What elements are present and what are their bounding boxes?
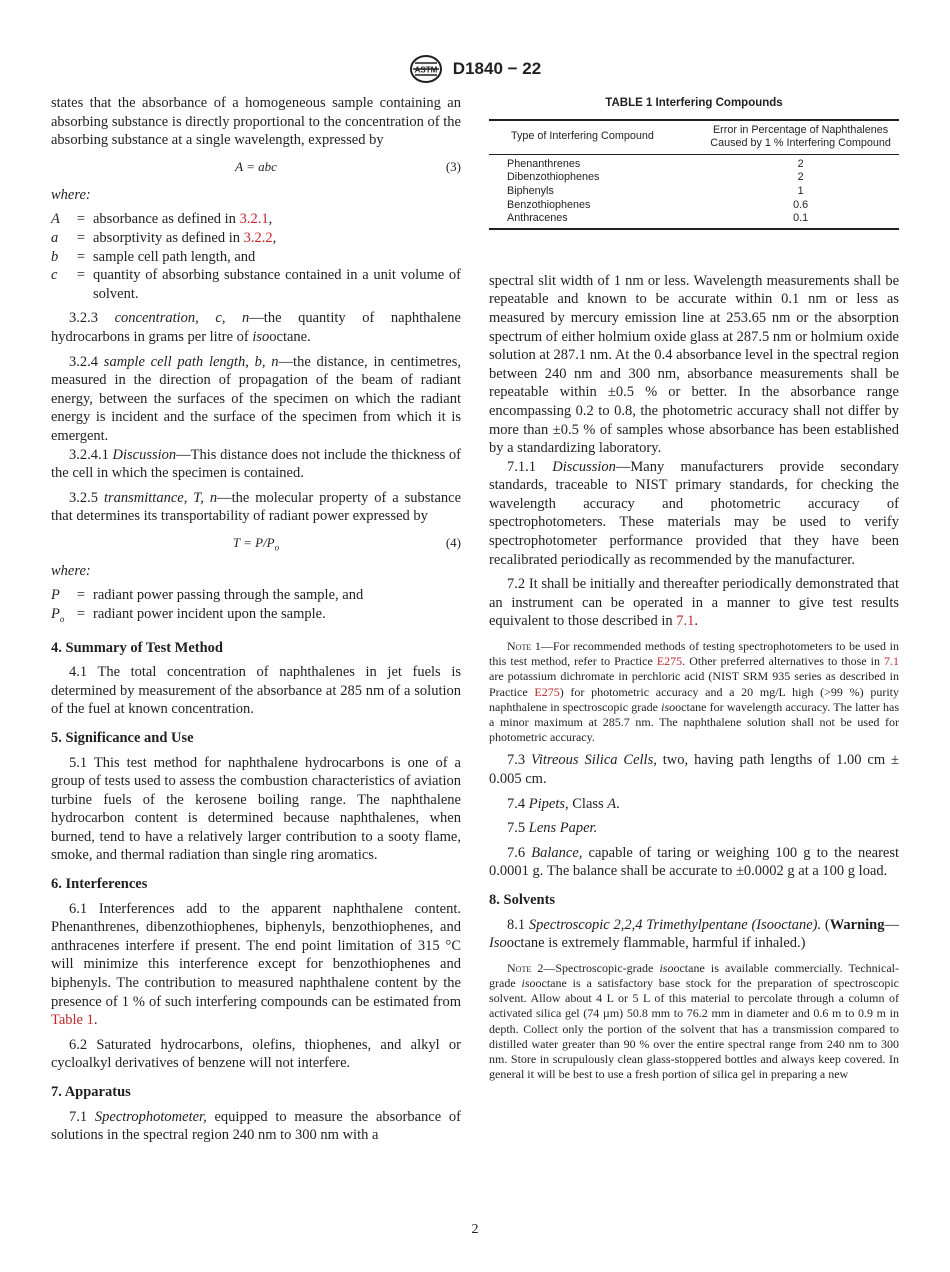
paragraph-3-2-4: [51, 353, 461, 446]
equation-4-expression: [51, 534, 461, 557]
right-column: [489, 94, 899, 1082]
section-heading-8: 8. Solvents: [489, 892, 556, 909]
definition-row: [51, 266, 461, 303]
section-number: 3.2.3: [69, 310, 98, 327]
definition-symbol: A: [51, 211, 60, 228]
logo-text: ASTM: [414, 65, 438, 75]
paragraph-6-1: [51, 900, 461, 1030]
section-number: 7.1: [69, 1108, 88, 1125]
paragraph-6-2: 6.2 Saturated hydrocarbons, olefins, thiophenes, and alkyl or cycloalkyl derivatives of benzene will not interfere.: [51, 1036, 461, 1072]
definition-symbol: [51, 586, 69, 605]
definition-symbol-subscript: o: [59, 613, 65, 624]
paragraph-7-1-1: [489, 458, 899, 570]
paragraph-punct: —: [884, 916, 899, 933]
defined-term: Vitreous Silica Cells,: [531, 752, 657, 769]
left-column: [51, 94, 461, 1145]
section-heading-6: 6. Interferences: [51, 876, 148, 893]
definition-symbol: [51, 605, 69, 628]
defined-term: Lens Paper.: [528, 820, 598, 837]
paragraph-text: —Many manufacturers provide secondary standards, traceable to NIST primary standards, for checking the wavelength accuracy and photometric accuracy of spectrophotometers. These materials may be used to verify spectrophotometer performance provided that they have been recalibrated periodically as recommended by the manufacturer.: [489, 458, 899, 568]
link-e275[interactable]: E275: [534, 684, 560, 699]
section-number: 7.6: [507, 844, 526, 861]
paragraph-text: —the quantity of naphthalene hydrocarbons in grams per litre of: [51, 310, 461, 345]
defined-term: Pipets,: [528, 795, 569, 812]
table-header-row: [489, 120, 899, 155]
definition-equals: =: [76, 211, 86, 228]
paragraph-punct: .: [93, 1012, 98, 1029]
paragraph-text: equipped to measure the absorbance of solutions in the spectral region 240 nm to 300 nm with a: [51, 1108, 462, 1144]
section-number: 8.1: [507, 916, 526, 933]
equation-4-subscript: o: [274, 542, 280, 553]
paragraph-7-3: [489, 751, 899, 788]
paragraph-7-5: [489, 819, 899, 838]
table-row: [489, 171, 899, 185]
table-cell-compound: Benzothiophenes: [507, 198, 591, 211]
note-text: are potassium dichromate in perchloric acid (NIST SRM 935 series as described in Practice: [489, 669, 899, 699]
paragraph-5-1: 5.1 This test method for naphthalene hydrocarbons is one of a group of tests used to assess the combustion characteristics of aviation turbine fuels of the kerosene boiling range. The naphthalene hydrocarbon content is determined because naphthalenes, when burned, tend to have a relatively larger contribution to a sooty flame, smoke, and thermal radiation than single ring aromatics.: [51, 754, 461, 864]
table-row: [489, 212, 899, 229]
paragraph-punct: .: [694, 613, 698, 630]
definition-symbol: a: [51, 229, 59, 246]
paragraph-punct: (: [821, 916, 830, 933]
equation-4-main: T = P/P: [232, 534, 275, 550]
interfering-compounds-table: [489, 119, 899, 230]
definition-equals: =: [76, 587, 86, 604]
paragraph-text: Class: [568, 795, 608, 812]
document-id: D1840 − 22: [452, 59, 542, 78]
note-text: octane is a satisfactory base stock for the preparation of spectroscopic solvent. Allow about 4 L or 5 L of this material to percolate through a column of activated silica gel (74 µm) 50.8 mm to 76.2 mm in diameter and 0.6 m to 0.9 m in depth. Collect only the portion of the solvent that has a transmission compared to distilled water greater than 90 % over the entire spectral range from 240 nm to 300 nm. Store in scrupulously clean glass-stoppered bottles and always keep covered. In general it will be best to use a fresh portion of silica gel in preparing a new: [489, 976, 899, 1082]
table-1-title: TABLE 1 Interfering Compounds: [605, 97, 783, 109]
section-number: 7.1.1: [507, 458, 536, 475]
link-e275[interactable]: E275: [656, 654, 683, 669]
equation-4: [51, 534, 461, 552]
note-1: [489, 639, 899, 745]
definition-text: radiant power incident upon the sample.: [93, 606, 326, 623]
definition-list-4: [51, 586, 461, 628]
paragraph-8-1: [489, 916, 899, 953]
paragraph-7-2: [489, 575, 899, 631]
equation-4-number: (4): [445, 534, 461, 550]
table-header-type: Type of Interfering Compound: [489, 120, 702, 155]
paragraph-text: 6.1 Interferences add to the apparent naphthalene content. Phenanthrenes, dibenzothiophenes, biphenyls, benzothiophenes, and anthracenes interfere if present. The end point limitation of 315 °C will minimize this interference except for benzothiophenes and biphenyls. The contribution to measured naphthalene content by the presence of 1 % of such interfering compounds can be estimated from: [51, 900, 461, 1010]
link-3-2-1[interactable]: 3.2.1: [239, 211, 269, 228]
table-cell-value: 0.6: [793, 198, 809, 211]
definition-list-3: [51, 210, 461, 303]
where-label: where:: [51, 186, 91, 203]
equation-3-number: (3): [445, 158, 461, 174]
paragraph-punct: .: [616, 795, 620, 812]
definition-row: [51, 605, 461, 628]
definition-symbol-main: P: [51, 587, 60, 604]
paragraph-7-1: [51, 1108, 461, 1145]
defined-term: sample cell path length, b, n: [103, 353, 279, 370]
definition-text-body: absorbance as defined in: [93, 211, 240, 228]
table-cell-compound: Dibenzothiophenes: [507, 171, 600, 184]
definition-text: sample cell path length, and: [93, 248, 256, 265]
paragraph-4-1: 4.1 The total concentration of naphthalenes in jet fuels is determined by measurement of the absorbance at 285 nm of a solution of the fuel at known concentration.: [51, 664, 461, 718]
paragraph-3-2-3: [51, 309, 461, 346]
defined-term: Balance,: [531, 844, 583, 861]
note-text: —Spectroscopic-grade: [543, 960, 660, 975]
note-2: [489, 961, 899, 1083]
link-table-1[interactable]: Table 1: [51, 1012, 94, 1029]
note-text: —For recommended methods of testing spectrophotometers to be used in this test method, refer to Practice: [489, 639, 899, 669]
note-label: Note 2: [507, 960, 544, 975]
definition-text: [93, 210, 461, 229]
page-header: [0, 54, 950, 84]
section-number: 3.2.5: [69, 489, 98, 506]
section-heading-5: 5. Significance and Use: [51, 729, 194, 746]
italic-prefix: iso: [252, 328, 270, 345]
italic-prefix: iso: [661, 699, 676, 714]
table-cell-compound: Biphenyls: [507, 184, 554, 197]
paragraph-text: octane.: [269, 328, 311, 345]
where-label: where:: [51, 562, 91, 579]
section-number: 3.2.4.1: [69, 446, 109, 463]
definition-punct: ,: [272, 229, 277, 246]
section-number: 7.5: [507, 820, 526, 837]
definition-equals: =: [76, 248, 86, 265]
table-cell-value: 2: [797, 157, 804, 170]
defined-term: concentration, c, n: [114, 310, 250, 327]
defined-term: Discussion: [112, 446, 177, 463]
table-header-error: Error in Percentage of Naphthalenes Caused by 1 % Interfering Compound: [702, 120, 899, 155]
link-3-2-2[interactable]: 3.2.2: [243, 229, 273, 246]
link-7-1[interactable]: 7.1: [676, 613, 695, 630]
paragraph-text: —This distance does not include the thickness of the cell in which the specimen is contained.: [51, 446, 461, 482]
paragraph-text: capable of taring or weighing 100 g to the nearest 0.0001 g. The balance shall be accurate to ±0.0002 g at a 100 g load.: [489, 844, 900, 880]
equation-3: [51, 158, 461, 176]
definition-text: quantity of absorbing substance contained in a unit volume of solvent.: [93, 267, 461, 302]
intro-paragraph: states that the absorbance of a homogeneous sample containing an absorbing substance is directly proportional to the concentration of the absorbing substance at a single wavelength, expressed by: [51, 95, 461, 149]
table-cell-value: 1: [797, 184, 804, 197]
note-label: Note 1: [507, 639, 541, 654]
table-cell-value: 0.1: [702, 212, 899, 229]
table-row: [489, 154, 899, 171]
paragraph-7-1-continued: spectral slit width of 1 nm or less. Wavelength measurements shall be repeatable and known to be accurate within 0.1 nm or less as measured by mercury emission line at 253.65 nm or the absorption spectrum of either holmium oxide glass at 287.5 nm or holmium oxide solution at 287.1 nm. At the 0.4 absorbance level in the spectral region between 240 nm and 300 nm, absorbance measurements shall be repeatable within ±0.5 % or better. In the absorbance range encompassing 0.2 to 0.8, the photometric accuracy shall not differ by more than ±0.5 % of samples whose absorbance has been established by a standardizing laboratory.: [489, 272, 899, 457]
section-heading-4: 4. Summary of Test Method: [51, 639, 223, 656]
paragraph-text: 7.2 It shall be initially and thereafter periodically demonstrated that an instrument can be operated in a manner to give test results equivalent to those described in: [489, 576, 899, 630]
note-text: octane is available commercially. Technical-grade: [489, 960, 900, 990]
definition-symbol: c: [51, 267, 58, 284]
paragraph-text: two, having path lengths of 1.00 cm ± 0.005 cm.: [489, 752, 899, 788]
table-cell-value: 2: [797, 171, 804, 184]
page-number: 2: [471, 1222, 479, 1237]
definition-row: [51, 586, 461, 605]
paragraph-7-6: [489, 844, 899, 881]
table-row: [489, 199, 899, 213]
definition-text-body: absorptivity as defined in: [93, 229, 244, 246]
definition-symbol-main: P: [51, 606, 60, 623]
table-row: [489, 185, 899, 199]
defined-term: Spectroscopic 2,2,4 Trimethylpentane (Isooctane).: [528, 916, 822, 933]
defined-term: Spectrophotometer,: [94, 1108, 207, 1125]
italic-prefix: iso: [659, 960, 674, 975]
defined-term: transmittance, T, n: [103, 489, 218, 506]
defined-term: Discussion: [552, 458, 616, 475]
paragraph-text: octane is extremely flammable, harmful if inhaled.): [506, 935, 806, 952]
italic-prefix: Iso: [489, 935, 507, 952]
definition-symbol: b: [51, 248, 59, 265]
section-heading-7: 7. Apparatus: [51, 1084, 131, 1101]
link-7-1[interactable]: 7.1: [884, 654, 899, 669]
paragraph-text: —the distance, in centimetres, measured in the direction of propagation of the beam of radiant energy, between the surfaces of the specimen on which the radiant energy is incident and the surface of the specimen from which it is emergent.: [51, 353, 462, 444]
note-text: . Other preferred alternatives to those in: [682, 654, 884, 669]
definition-punct: ,: [268, 211, 273, 228]
astm-logo-icon: [409, 54, 443, 84]
table-cell-compound: Anthracenes: [489, 212, 702, 229]
italic-prefix: iso: [521, 976, 536, 990]
warning-label: Warning: [829, 916, 885, 933]
table-cell-compound: Phenanthrenes: [507, 157, 581, 170]
definition-text: [93, 229, 461, 248]
paragraph-7-4: [489, 795, 899, 814]
definition-row: [51, 248, 461, 267]
paragraph-text: —the molecular property of a substance that determines its transportability of radiant power expressed by: [51, 489, 461, 525]
definition-text: radiant power passing through the sample, and: [93, 587, 364, 604]
paragraph-3-2-5: [51, 489, 461, 526]
paragraph-3-2-4-1: [51, 446, 461, 483]
section-number: 3.2.4: [69, 353, 98, 370]
note-text: octane for wavelength accuracy. The latter has a minor maximum at 285.7 nm. The naphthalene solution shall not be used for photometric accuracy.: [489, 699, 900, 745]
section-number: 7.4: [507, 795, 526, 812]
definition-equals: =: [76, 267, 86, 284]
equation-3-expression: A = abc: [235, 158, 277, 174]
definition-row: [51, 210, 461, 229]
definition-equals: =: [76, 606, 86, 623]
note-text: ) for photometric accuracy and a 20 mg/L high (>99 %) purity naphthalene in spectroscopic grade: [489, 684, 899, 714]
definition-equals: =: [76, 229, 86, 246]
italic-class: A: [607, 795, 617, 812]
definition-row: [51, 229, 461, 248]
section-number: 7.3: [507, 752, 526, 769]
